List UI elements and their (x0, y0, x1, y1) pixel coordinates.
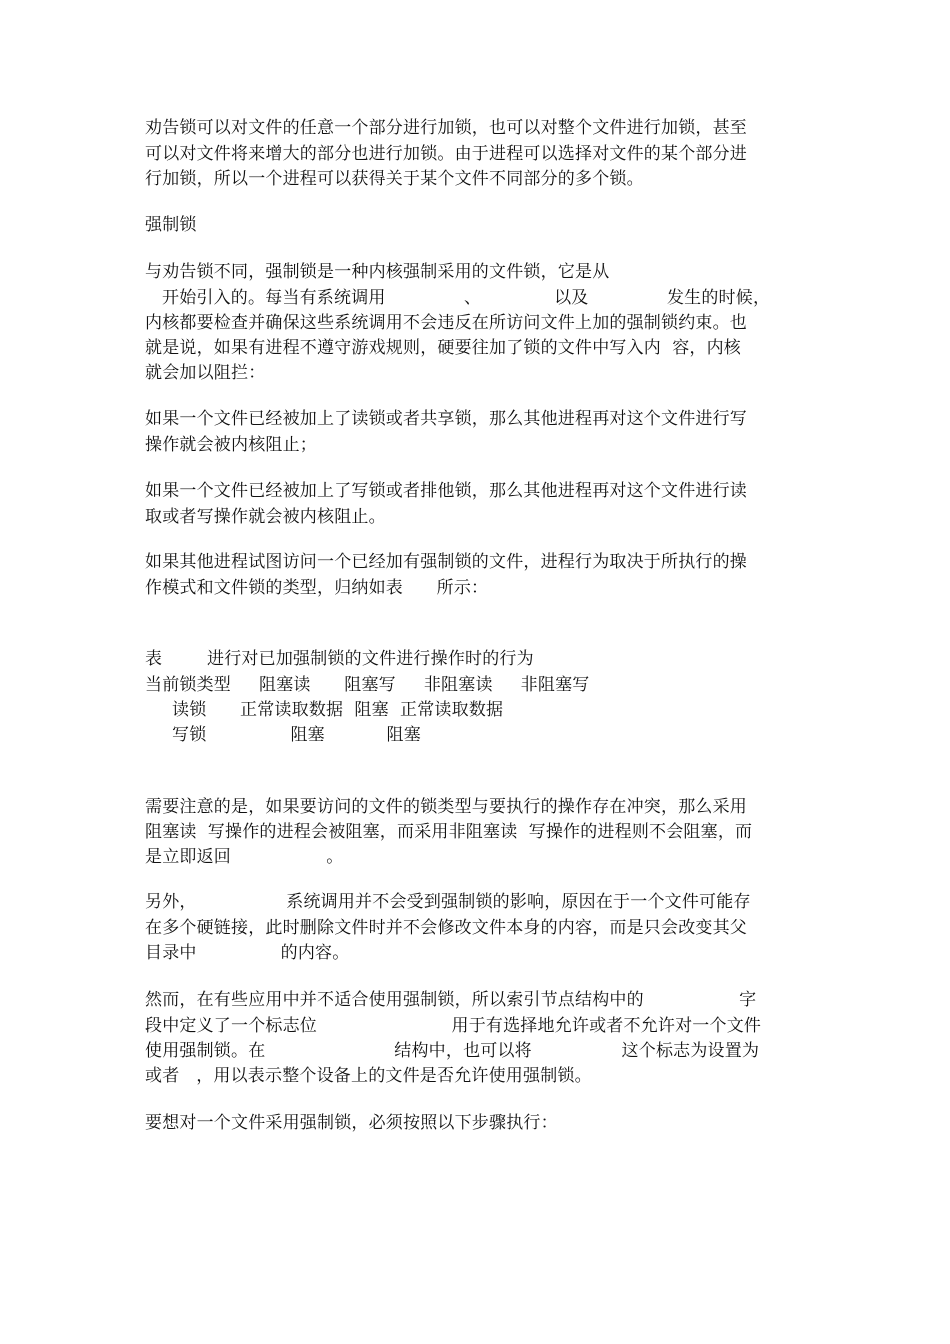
paragraph-1-line-1: 劝告锁可以对文件的任意一个部分进行加锁，也可以对整个文件进行加锁，甚至 (145, 118, 747, 138)
table-row-read-lock: 读锁 正常读取数据 阻塞 正常读取数据 (172, 700, 504, 720)
heading-mandatory-lock: 强制锁 (145, 215, 197, 235)
paragraph-2-line-3: 内核都要检查并确保这些系统调用不会违反在所访问文件上加的强制锁约束。也 (145, 313, 747, 333)
paragraph-2-line-2: 开始引入的。每当有系统调用 、 以及 发生的时候， (162, 288, 771, 308)
paragraph-2-line-5: 就会加以阻拦： (145, 363, 266, 383)
paragraph-1-line-2: 可以对文件将来增大的部分也进行加锁。由于进程可以选择对文件的某个部分进 (145, 144, 747, 164)
paragraph-7-line-3: 目录中 的内容。 (145, 943, 350, 963)
paragraph-7-line-2: 在多个硬链接，此时删除文件时并不会修改文件本身的内容，而是只会改变其父 (145, 918, 747, 938)
paragraph-3-line-2: 操作就会被内核阻止； (145, 435, 317, 455)
paragraph-8-line-4: 或者 ，用以表示整个设备上的文件是否允许使用强制锁。 (145, 1066, 592, 1086)
paragraph-7-line-1: 另外， 系统调用并不会受到强制锁的影响，原因在于一个文件可能存 (145, 892, 751, 912)
paragraph-6-line-3: 是立即返回 。 (145, 847, 344, 867)
table-header-row: 当前锁类型 阻塞读 阻塞写 非阻塞读 非阻塞写 (145, 675, 590, 695)
paragraph-2-line-1: 与劝告锁不同，强制锁是一种内核强制采用的文件锁，它是从 (145, 262, 610, 282)
paragraph-3-line-1: 如果一个文件已经被加上了读锁或者共享锁，那么其他进程再对这个文件进行写 (145, 409, 747, 429)
paragraph-4-line-1: 如果一个文件已经被加上了写锁或者排他锁，那么其他进程再对这个文件进行读 (145, 481, 747, 501)
paragraph-5-line-2: 作模式和文件锁的类型，归纳如表 所示： (145, 578, 489, 598)
paragraph-8-line-3: 使用强制锁。在 结构中，也可以将 这个标志为设置为 (145, 1041, 760, 1061)
paragraph-1-line-3: 行加锁，所以一个进程可以获得关于某个文件不同部分的多个锁。 (145, 169, 644, 189)
table-row-write-lock: 写锁 阻塞 阻塞 (172, 725, 421, 745)
paragraph-6-line-1: 需要注意的是，如果要访问的文件的锁类型与要执行的操作存在冲突，那么采用 (145, 797, 747, 817)
paragraph-6-line-2: 阻塞读 写操作的进程会被阻塞，而采用非阻塞读 写操作的进程则不会阻塞，而 (145, 822, 753, 842)
paragraph-2-line-4: 就是说，如果有进程不遵守游戏规则，硬要往加了锁的文件中写入内 容，内核 (145, 338, 742, 358)
paragraph-8-line-1: 然而，在有些应用中并不适合使用强制锁，所以索引节点结构中的 字 (145, 990, 757, 1010)
paragraph-9-line-1: 要想对一个文件采用强制锁，必须按照以下步骤执行： (145, 1113, 558, 1133)
paragraph-8-line-2: 段中定义了一个标志位 用于有选择地允许或者不允许对一个文件 (145, 1016, 762, 1036)
table-caption: 表 进行对已加强制锁的文件进行操作时的行为 (145, 649, 534, 669)
paragraph-5-line-1: 如果其他进程试图访问一个已经加有强制锁的文件，进程行为取决于所执行的操 (145, 552, 747, 572)
paragraph-4-line-2: 取或者写操作就会被内核阻止。 (145, 507, 386, 527)
